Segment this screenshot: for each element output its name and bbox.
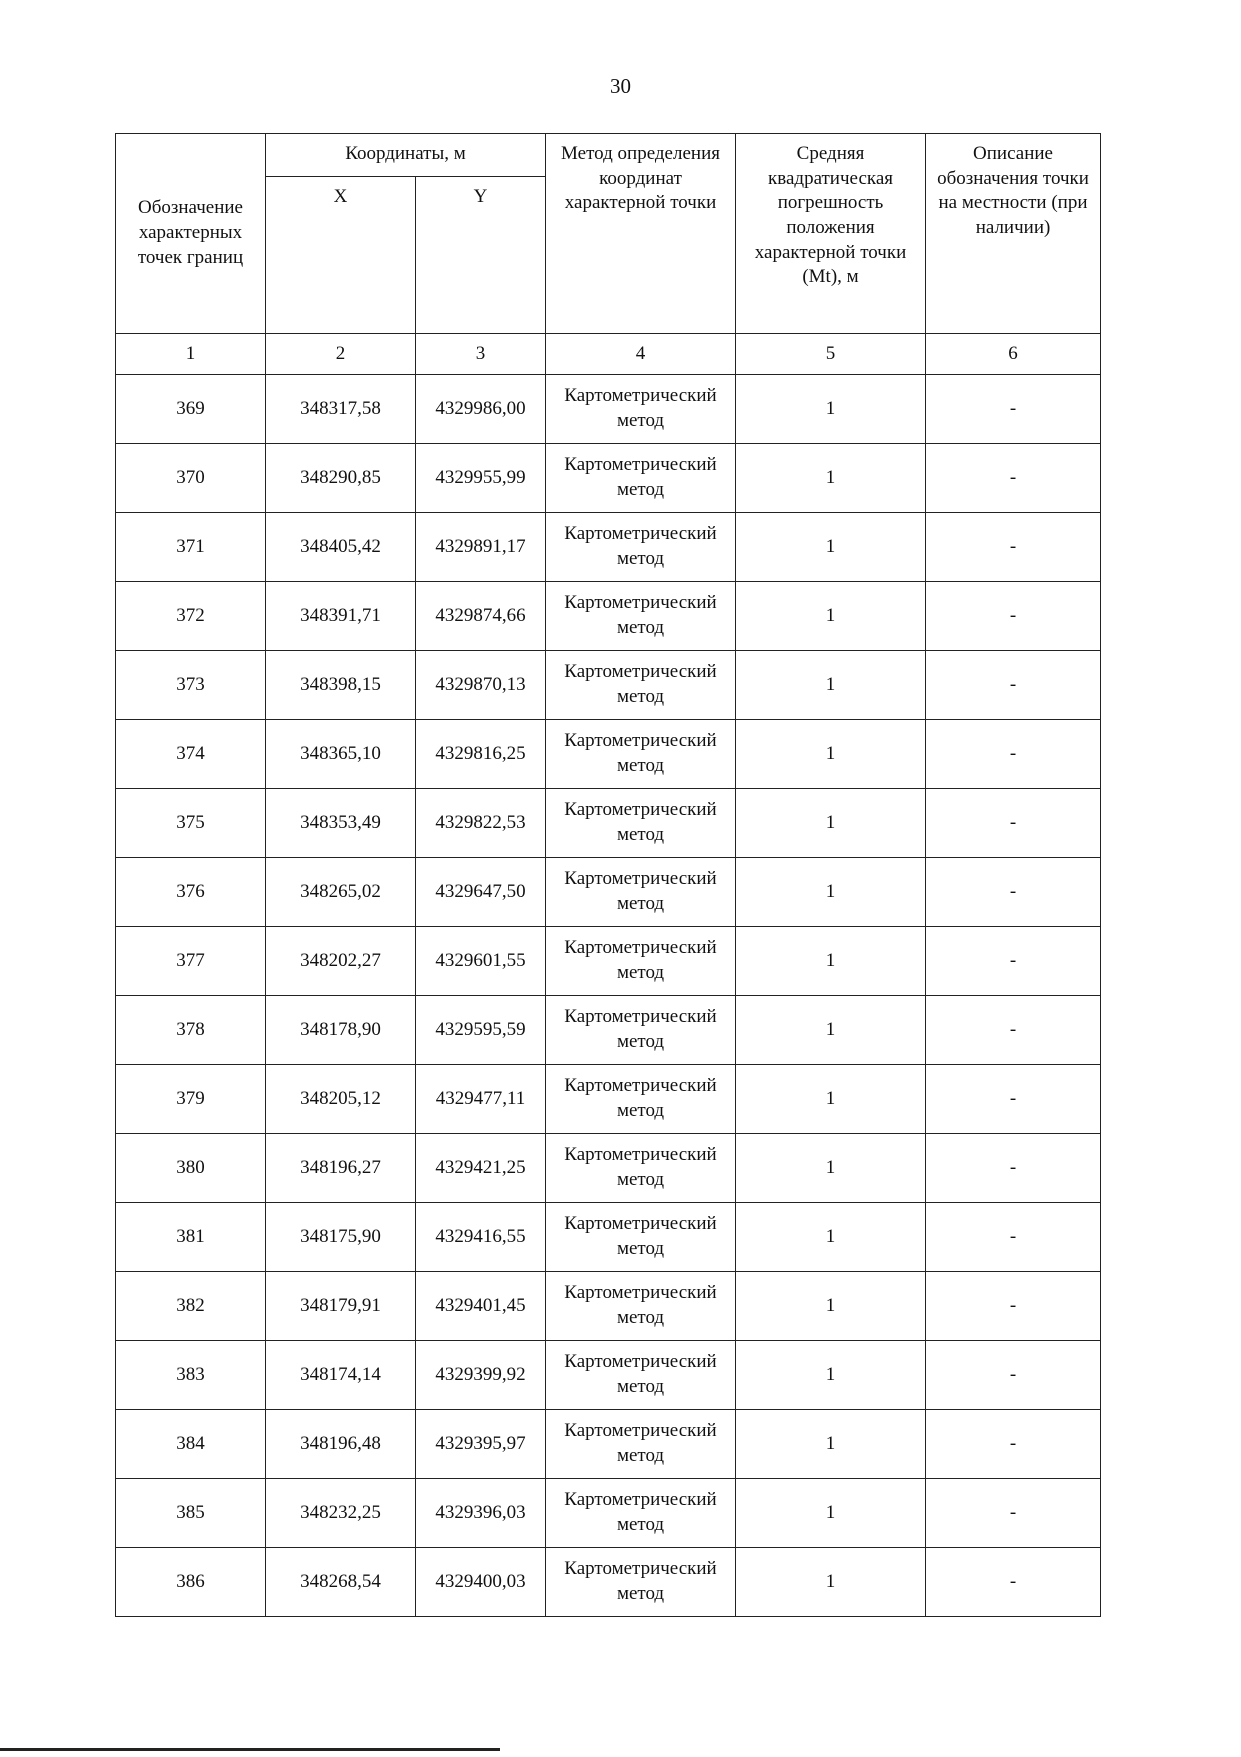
x-coordinate-cell: 348365,10 bbox=[266, 720, 416, 789]
method-cell: Картометрический метод bbox=[546, 582, 736, 651]
header-designation: Обозначение характерных точек границ bbox=[116, 134, 266, 334]
description-cell: - bbox=[926, 1134, 1101, 1203]
method-cell: Картометрический метод bbox=[546, 444, 736, 513]
column-number: 5 bbox=[736, 334, 926, 375]
error-cell: 1 bbox=[736, 513, 926, 582]
x-coordinate-cell: 348205,12 bbox=[266, 1065, 416, 1134]
point-cell: 369 bbox=[116, 375, 266, 444]
table-body bbox=[116, 375, 1101, 1617]
x-coordinate-cell: 348268,54 bbox=[266, 1548, 416, 1617]
method-cell: Картометрический метод bbox=[546, 1341, 736, 1410]
error-cell: 1 bbox=[736, 1548, 926, 1617]
coordinates-table bbox=[115, 133, 1101, 1617]
point-cell: 384 bbox=[116, 1410, 266, 1479]
error-cell: 1 bbox=[736, 927, 926, 996]
y-coordinate-cell: 4329986,00 bbox=[416, 375, 546, 444]
page-number: 30 bbox=[610, 74, 631, 98]
header-x: X bbox=[266, 177, 416, 334]
column-number: 1 bbox=[116, 334, 266, 375]
description-cell: - bbox=[926, 1203, 1101, 1272]
method-cell: Картометрический метод bbox=[546, 858, 736, 927]
table-row bbox=[116, 858, 1101, 927]
column-number-row bbox=[116, 334, 1101, 375]
description-cell: - bbox=[926, 444, 1101, 513]
error-cell: 1 bbox=[736, 1410, 926, 1479]
table-row bbox=[116, 927, 1101, 996]
error-cell: 1 bbox=[736, 1203, 926, 1272]
description-cell: - bbox=[926, 1479, 1101, 1548]
method-cell: Картометрический метод bbox=[546, 651, 736, 720]
point-cell: 378 bbox=[116, 996, 266, 1065]
point-cell: 376 bbox=[116, 858, 266, 927]
error-cell: 1 bbox=[736, 1134, 926, 1203]
method-cell: Картометрический метод bbox=[546, 1203, 736, 1272]
x-coordinate-cell: 348174,14 bbox=[266, 1341, 416, 1410]
table-row bbox=[116, 789, 1101, 858]
method-cell: Картометрический метод bbox=[546, 1134, 736, 1203]
point-cell: 370 bbox=[116, 444, 266, 513]
column-number: 4 bbox=[546, 334, 736, 375]
y-coordinate-cell: 4329416,55 bbox=[416, 1203, 546, 1272]
x-coordinate-cell: 348232,25 bbox=[266, 1479, 416, 1548]
method-cell: Картометрический метод bbox=[546, 375, 736, 444]
header-coordinates: Координаты, м bbox=[266, 134, 546, 177]
description-cell: - bbox=[926, 375, 1101, 444]
x-coordinate-cell: 348179,91 bbox=[266, 1272, 416, 1341]
error-cell: 1 bbox=[736, 375, 926, 444]
y-coordinate-cell: 4329477,11 bbox=[416, 1065, 546, 1134]
table-row bbox=[116, 444, 1101, 513]
x-coordinate-cell: 348196,27 bbox=[266, 1134, 416, 1203]
x-coordinate-cell: 348178,90 bbox=[266, 996, 416, 1065]
error-cell: 1 bbox=[736, 1272, 926, 1341]
footer-rule bbox=[0, 1748, 500, 1751]
column-number: 3 bbox=[416, 334, 546, 375]
x-coordinate-cell: 348353,49 bbox=[266, 789, 416, 858]
table-row bbox=[116, 513, 1101, 582]
header-error: Средняя квадратическая погрешность положения характерной точки (Mt), м bbox=[736, 134, 926, 334]
y-coordinate-cell: 4329399,92 bbox=[416, 1341, 546, 1410]
x-coordinate-cell: 348265,02 bbox=[266, 858, 416, 927]
description-cell: - bbox=[926, 651, 1101, 720]
y-coordinate-cell: 4329816,25 bbox=[416, 720, 546, 789]
description-cell: - bbox=[926, 996, 1101, 1065]
header-description: Описание обозначения точки на местности (при наличии) bbox=[926, 134, 1101, 334]
error-cell: 1 bbox=[736, 858, 926, 927]
y-coordinate-cell: 4329395,97 bbox=[416, 1410, 546, 1479]
table-row bbox=[116, 1134, 1101, 1203]
table-row bbox=[116, 1203, 1101, 1272]
method-cell: Картометрический метод bbox=[546, 996, 736, 1065]
column-number: 2 bbox=[266, 334, 416, 375]
method-cell: Картометрический метод bbox=[546, 1479, 736, 1548]
error-cell: 1 bbox=[736, 582, 926, 651]
error-cell: 1 bbox=[736, 651, 926, 720]
table-row bbox=[116, 996, 1101, 1065]
y-coordinate-cell: 4329891,17 bbox=[416, 513, 546, 582]
table-row bbox=[116, 1341, 1101, 1410]
x-coordinate-cell: 348196,48 bbox=[266, 1410, 416, 1479]
y-coordinate-cell: 4329601,55 bbox=[416, 927, 546, 996]
description-cell: - bbox=[926, 1548, 1101, 1617]
method-cell: Картометрический метод bbox=[546, 1272, 736, 1341]
y-coordinate-cell: 4329822,53 bbox=[416, 789, 546, 858]
method-cell: Картометрический метод bbox=[546, 1065, 736, 1134]
point-cell: 381 bbox=[116, 1203, 266, 1272]
error-cell: 1 bbox=[736, 789, 926, 858]
description-cell: - bbox=[926, 1272, 1101, 1341]
y-coordinate-cell: 4329396,03 bbox=[416, 1479, 546, 1548]
table-row bbox=[116, 720, 1101, 789]
point-cell: 379 bbox=[116, 1065, 266, 1134]
description-cell: - bbox=[926, 858, 1101, 927]
point-cell: 382 bbox=[116, 1272, 266, 1341]
table-row bbox=[116, 375, 1101, 444]
method-cell: Картометрический метод bbox=[546, 789, 736, 858]
table-row bbox=[116, 1065, 1101, 1134]
description-cell: - bbox=[926, 582, 1101, 651]
method-cell: Картометрический метод bbox=[546, 927, 736, 996]
point-cell: 383 bbox=[116, 1341, 266, 1410]
error-cell: 1 bbox=[736, 996, 926, 1065]
x-coordinate-cell: 348317,58 bbox=[266, 375, 416, 444]
description-cell: - bbox=[926, 720, 1101, 789]
description-cell: - bbox=[926, 1065, 1101, 1134]
description-cell: - bbox=[926, 513, 1101, 582]
x-coordinate-cell: 348398,15 bbox=[266, 651, 416, 720]
table-row bbox=[116, 651, 1101, 720]
point-cell: 371 bbox=[116, 513, 266, 582]
x-coordinate-cell: 348202,27 bbox=[266, 927, 416, 996]
y-coordinate-cell: 4329870,13 bbox=[416, 651, 546, 720]
method-cell: Картометрический метод bbox=[546, 720, 736, 789]
y-coordinate-cell: 4329595,59 bbox=[416, 996, 546, 1065]
description-cell: - bbox=[926, 927, 1101, 996]
error-cell: 1 bbox=[736, 1479, 926, 1548]
y-coordinate-cell: 4329421,25 bbox=[416, 1134, 546, 1203]
x-coordinate-cell: 348175,90 bbox=[266, 1203, 416, 1272]
description-cell: - bbox=[926, 789, 1101, 858]
error-cell: 1 bbox=[736, 720, 926, 789]
point-cell: 373 bbox=[116, 651, 266, 720]
header-y: Y bbox=[416, 177, 546, 334]
method-cell: Картометрический метод bbox=[546, 1548, 736, 1617]
method-cell: Картометрический метод bbox=[546, 513, 736, 582]
description-cell: - bbox=[926, 1410, 1101, 1479]
header-method: Метод определения координат характерной точки bbox=[546, 134, 736, 334]
y-coordinate-cell: 4329955,99 bbox=[416, 444, 546, 513]
x-coordinate-cell: 348290,85 bbox=[266, 444, 416, 513]
error-cell: 1 bbox=[736, 1065, 926, 1134]
point-cell: 375 bbox=[116, 789, 266, 858]
point-cell: 374 bbox=[116, 720, 266, 789]
x-coordinate-cell: 348405,42 bbox=[266, 513, 416, 582]
error-cell: 1 bbox=[736, 444, 926, 513]
table-row bbox=[116, 582, 1101, 651]
table-row bbox=[116, 1548, 1101, 1617]
y-coordinate-cell: 4329400,03 bbox=[416, 1548, 546, 1617]
point-cell: 380 bbox=[116, 1134, 266, 1203]
point-cell: 377 bbox=[116, 927, 266, 996]
column-number: 6 bbox=[926, 334, 1101, 375]
point-cell: 372 bbox=[116, 582, 266, 651]
y-coordinate-cell: 4329874,66 bbox=[416, 582, 546, 651]
y-coordinate-cell: 4329401,45 bbox=[416, 1272, 546, 1341]
y-coordinate-cell: 4329647,50 bbox=[416, 858, 546, 927]
table-row bbox=[116, 1272, 1101, 1341]
point-cell: 386 bbox=[116, 1548, 266, 1617]
table-row bbox=[116, 1410, 1101, 1479]
point-cell: 385 bbox=[116, 1479, 266, 1548]
table-row bbox=[116, 1479, 1101, 1548]
error-cell: 1 bbox=[736, 1341, 926, 1410]
x-coordinate-cell: 348391,71 bbox=[266, 582, 416, 651]
description-cell: - bbox=[926, 1341, 1101, 1410]
method-cell: Картометрический метод bbox=[546, 1410, 736, 1479]
